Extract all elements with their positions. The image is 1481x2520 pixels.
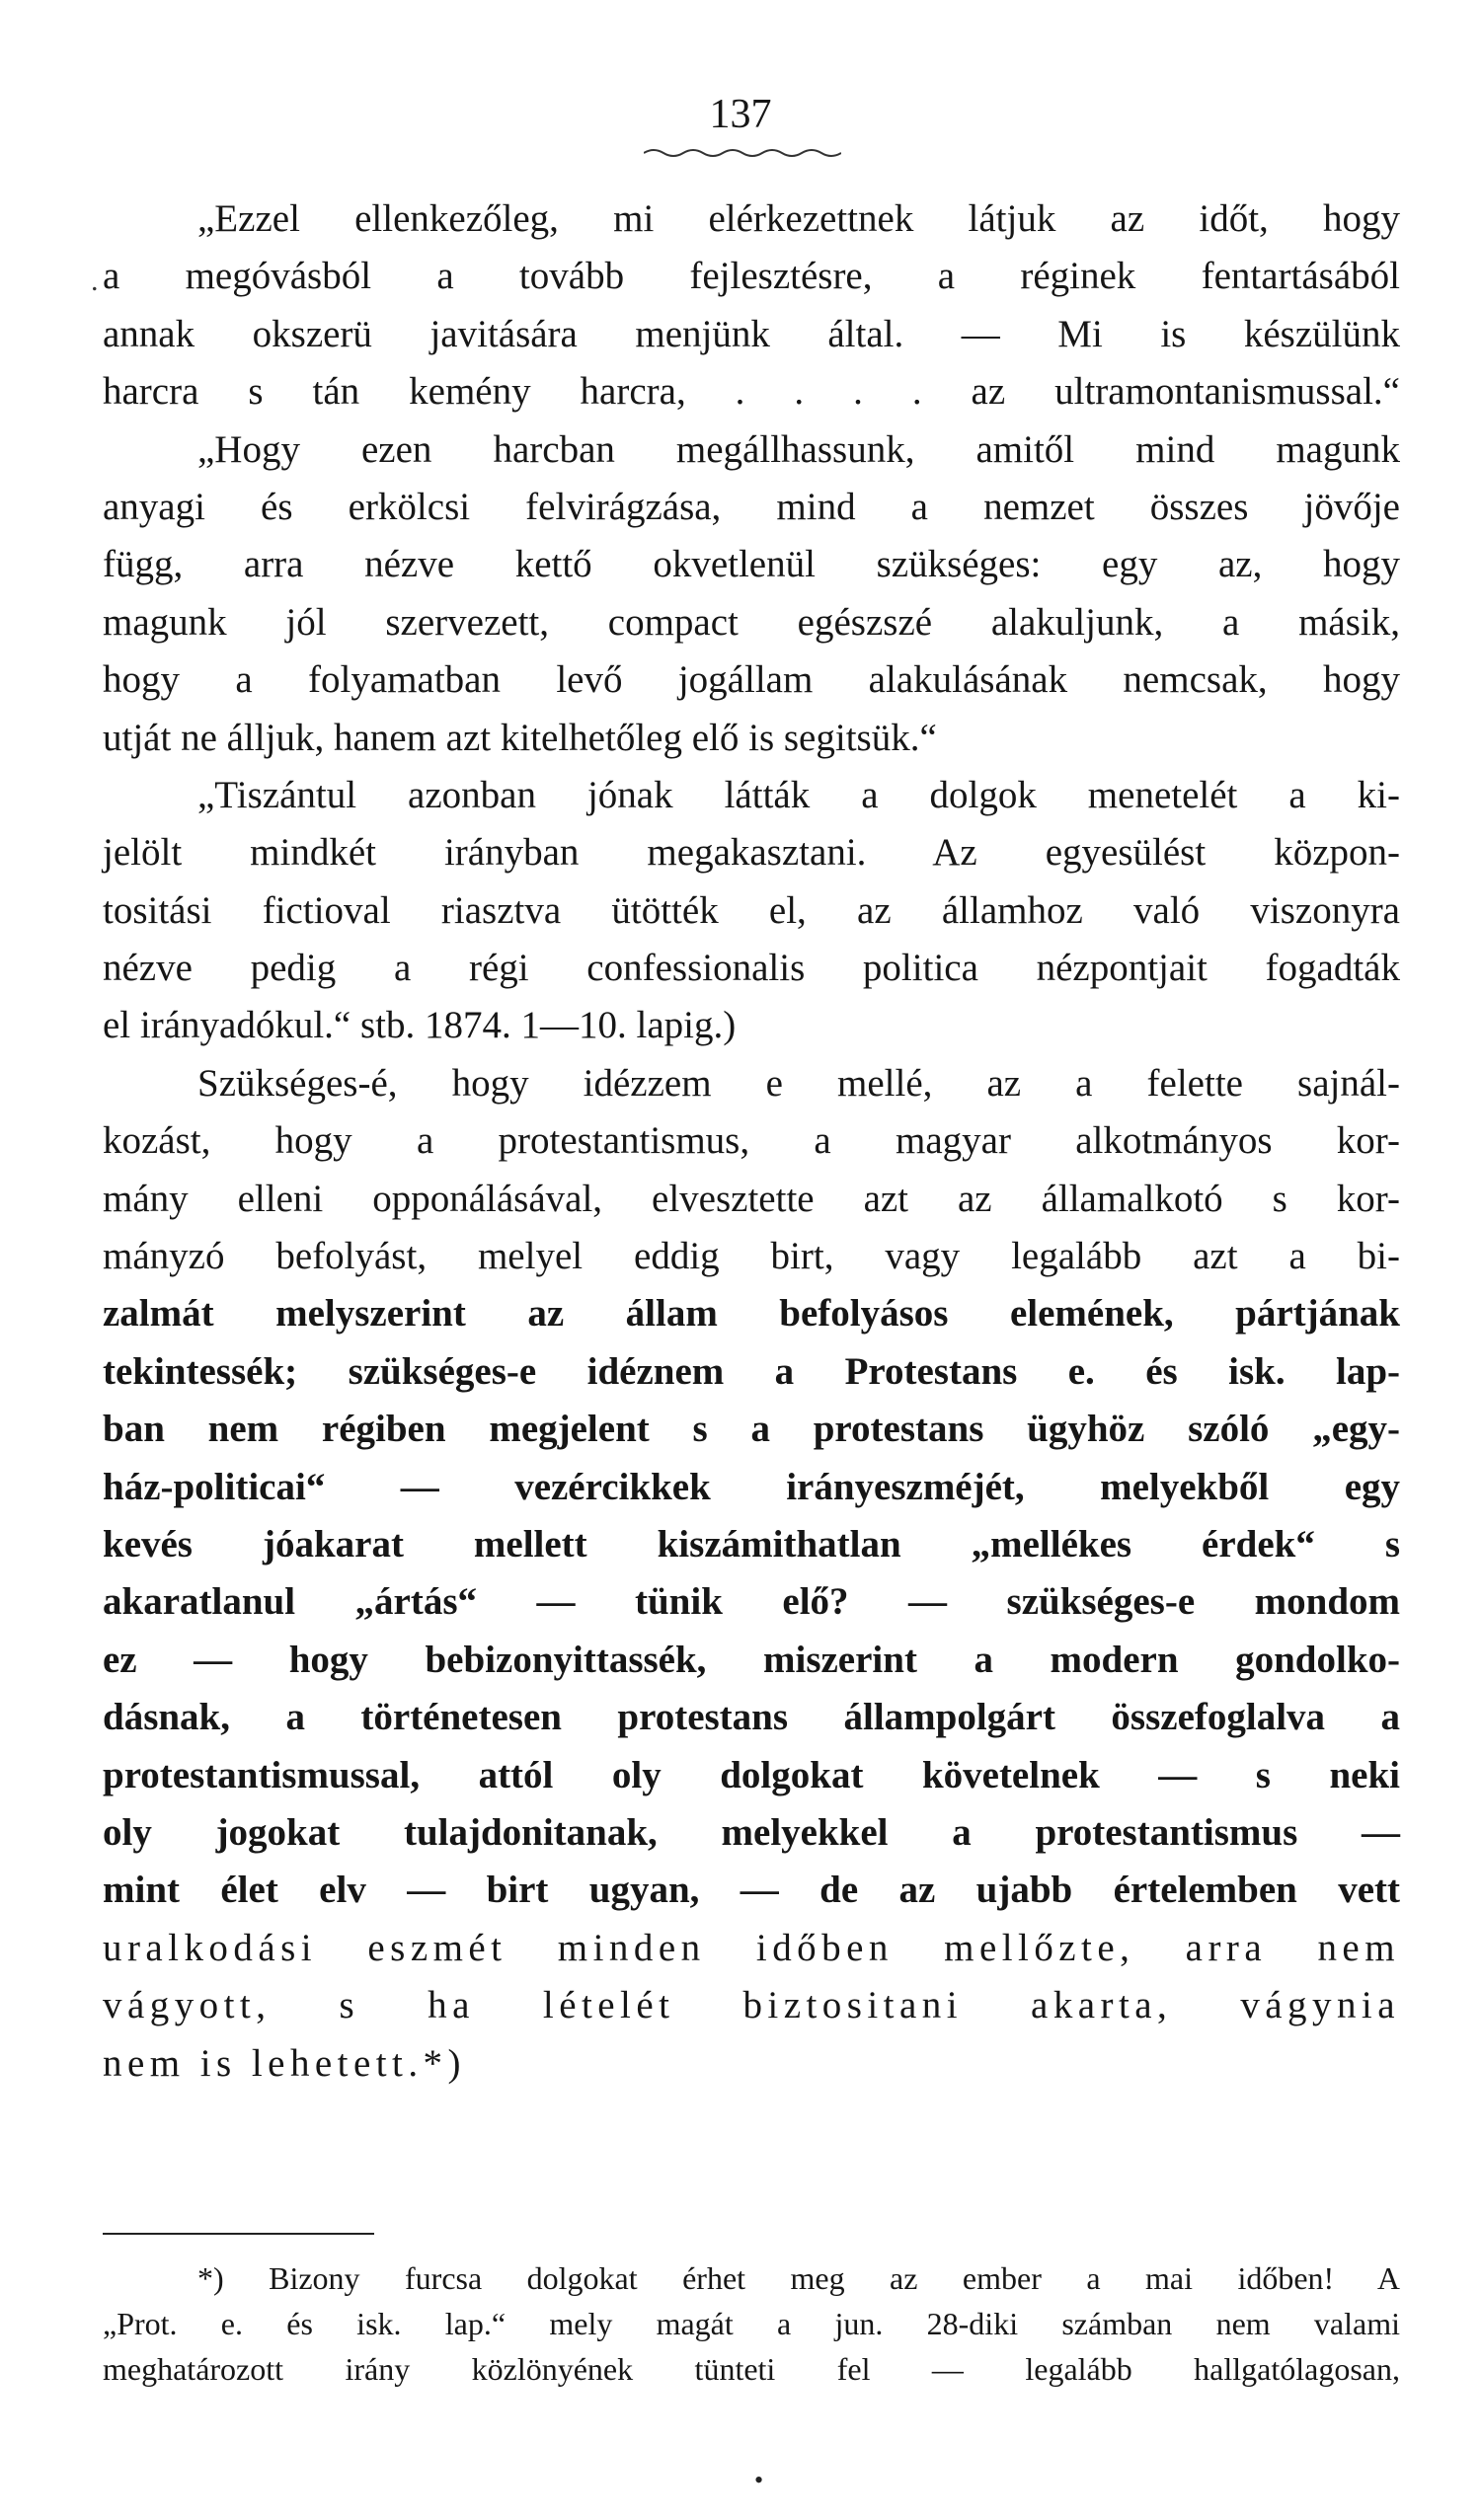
text-line: oly jogokat tulajdonitanak, melyekkel a protestantismus — bbox=[103, 1810, 1400, 1854]
text-line: annak okszerü javitására menjünk által. — Mi is készülünk bbox=[103, 312, 1400, 355]
text-line: harcra s tán kemény harcra, . . . . az ultramontanismussal.“ bbox=[103, 370, 1400, 414]
text-line: tekintessék; szükséges-e idéznem a Protestans e. és isk. lap- bbox=[103, 1349, 1400, 1393]
text-line: akaratlanul „ártás“ — tünik elő? — szükséges-e mondom bbox=[103, 1580, 1400, 1624]
text-line: hogy a folyamatban levő jogállam alakulásának nemcsak, hogy bbox=[103, 658, 1400, 702]
text-line: a megóvásból a tovább fejlesztésre, a réginek fentartásából bbox=[103, 255, 1400, 298]
print-speck: • bbox=[754, 2466, 764, 2494]
text-line: zalmát melyszerint az állam befolyásos elemének, pártjának bbox=[103, 1292, 1400, 1336]
text-line: vágyott, s ha lételét biztositani akarta, vágynia bbox=[103, 1984, 1400, 2027]
text-line: „Tiszántul azonban jónak látták a dolgok menetelét a ki- bbox=[197, 773, 1400, 816]
text-line: protestantismussal, attól oly dolgokat követelnek — s neki bbox=[103, 1753, 1400, 1796]
text-line: „Hogy ezen harcban megállhassunk, amitől mind magunk bbox=[197, 427, 1400, 471]
text-line: dásnak, a történetesen protestans állampolgárt összefoglalva a bbox=[103, 1696, 1400, 1739]
page-number: 137 bbox=[709, 92, 772, 137]
text-line: kevés jóakarat mellett kiszámithatlan „mellékes érdek“ s bbox=[103, 1522, 1400, 1565]
footnote-line: *) Bizony furcsa dolgokat érhet meg az ember a mai időben! A bbox=[197, 2260, 1400, 2296]
text-line: nem is lehetett.*) bbox=[103, 2041, 466, 2085]
text-line: nézve pedig a régi confessionalis politica nézpontjait fogadták bbox=[103, 947, 1400, 990]
text-line: ez — hogy bebizonyittassék, miszerint a modern gondolko- bbox=[103, 1638, 1400, 1681]
footnote bbox=[103, 2255, 1400, 2392]
text-line: tositási fictioval riasztva ütötték el, az államhoz való viszonyra bbox=[103, 888, 1400, 932]
text-line: Szükséges-é, hogy idézzem e mellé, az a felette sajnál- bbox=[197, 1061, 1400, 1105]
text-line: mint élet elv — birt ugyan, — de az ujabb értelemben vett bbox=[103, 1869, 1400, 1912]
text-line: kozást, hogy a protestantismus, a magyar alkotmányos kor- bbox=[103, 1119, 1400, 1163]
text-line: uralkodási eszmét minden időben mellőzte, arra nem bbox=[103, 1926, 1400, 1969]
text-line: mány elleni opponálásával, elvesztette azt az államalkotó s kor- bbox=[103, 1177, 1400, 1220]
page-number-ornament bbox=[644, 146, 841, 160]
text-line: el irányadókul.“ stb. 1874. 1—10. lapig.) bbox=[103, 1004, 737, 1047]
text-line: ház-politicai“ — vezércikkek irányeszméjét, melyekből egy bbox=[103, 1465, 1400, 1508]
text-line: „Ezzel ellenkezőleg, mi elérkezettnek látjuk az időt, hogy bbox=[197, 197, 1400, 240]
text-line: függ, arra nézve kettő okvetlenül szükséges: egy az, hogy bbox=[103, 543, 1400, 586]
text-line: magunk jól szervezett, compact egészszé alakuljunk, a másik, bbox=[103, 600, 1400, 644]
text-line: anyagi és erkölcsi felvirágzása, mind a nemzet összes jövője bbox=[103, 485, 1400, 528]
text-line: jelölt mindkét irányban megakasztani. Az egyesülést közpon- bbox=[103, 831, 1400, 875]
text-line: utját ne álljuk, hanem azt kitelhetőleg elő is segitsük.“ bbox=[103, 716, 937, 759]
text-line: ban nem régiben megjelent s a protestans ügyhöz szóló „egy- bbox=[103, 1408, 1400, 1451]
margin-mark: . bbox=[91, 265, 99, 297]
text-line: mányzó befolyást, melyel eddig birt, vagy legalább azt a bi- bbox=[103, 1235, 1400, 1278]
footnote-divider bbox=[103, 2233, 374, 2235]
footnote-line: „Prot. e. és isk. lap.“ mely magát a jun. 28-diki számban nem valami bbox=[103, 2306, 1400, 2341]
footnote-line: meghatározott irány közlönyének tünteti fel — legalább hallgatólagosan, bbox=[103, 2351, 1400, 2387]
main-text bbox=[103, 191, 1400, 2093]
